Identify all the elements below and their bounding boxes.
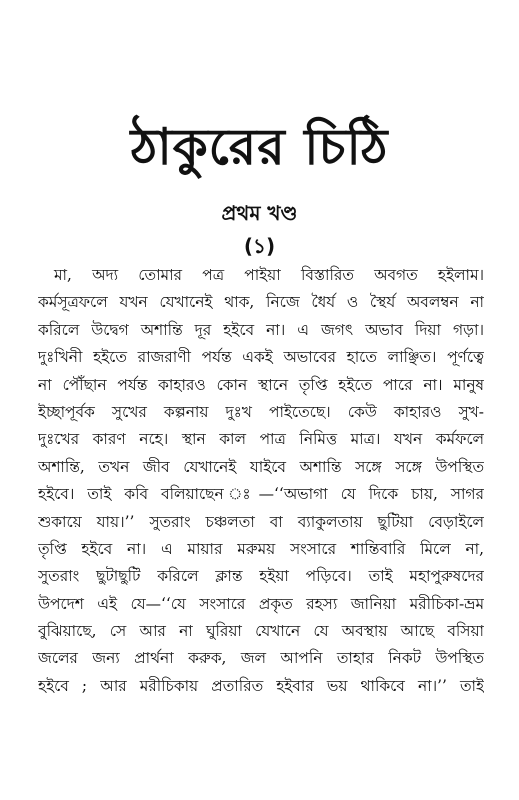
text-line: দুঃখিনী হইতে রাজরাণী পর্যন্ত একই অভাবের হাতে লাঞ্ছিত। পূর্ণত্বে bbox=[38, 348, 484, 367]
text-line: মা, অদ্য তোমার পত্র পাইয়া বিস্তারিত অবগত হইলাম। bbox=[54, 266, 484, 284]
text-line: তৃপ্তি হইবে না। এ মায়ার মরুময় সংসারে শান্তিবারি মিলে না, bbox=[38, 539, 484, 558]
section-number: (১) bbox=[243, 234, 276, 258]
text-line: বুঝিয়াছে, সে আর না ঘুরিয়া যেখানে যে অবস্থায় আছে বসিয়া bbox=[38, 622, 484, 641]
part-heading: প্রথম খণ্ড bbox=[221, 201, 298, 225]
page-title: ঠাকুরের চিঠি bbox=[130, 118, 389, 176]
text-line: জলের জন্য প্রার্থনা করুক, জল আপনি তাহার নিকট উপস্থিত bbox=[38, 649, 484, 668]
text-line: শুকায়ে যায়।’’ সুতরাং চঞ্চলতা বা ব্যাকুলতায় ছুটিয়া বেড়াইলে bbox=[38, 512, 484, 531]
text-line: হইবে ; আর মরীচিকায় প্রতারিত হইবার ভয় থাকিবে না।’’ তাই bbox=[38, 676, 484, 695]
text-line: কর্মসূত্রফলে যখন যেখানেই থাক, নিজে ধৈর্য ও স্থৈর্য অবলম্বন না bbox=[38, 293, 484, 312]
text-line: উপদেশ এই যে—‘‘যে সংসারে প্রকৃত রহস্য জানিয়া মরীচিকা-ভ্রম bbox=[38, 594, 484, 613]
text-line: না পৌঁছান পর্যন্ত কাহারও কোন স্থানে তৃপ্তি হইতে পারে না। মানুষ bbox=[38, 375, 484, 394]
text-line: হইবে। তাই কবি বলিয়াছেন ঃ—‘‘অভাগা যে দিকে চায়, সাগর bbox=[38, 485, 484, 504]
text-line: অশান্তি, তখন জীব যেখানেই যাইবে অশান্তি সঙ্গে সঙ্গে উপস্থিত bbox=[38, 457, 484, 476]
text-line: করিলে উদ্বেগ অশান্তি দূর হইবে না। এ জগৎ অভাব দিয়া গড়া। bbox=[38, 320, 484, 339]
text-line: ইচ্ছাপূর্বক সুখের কল্পনায় দুঃখ পাইতেছে। কেউ কাহারও সুখ- bbox=[38, 402, 484, 421]
letter-body bbox=[38, 262, 484, 700]
text-line: সুতরাং ছুটাছুটি করিলে ক্লান্ত হইয়া পড়িবে। তাই মহাপুরুষদের bbox=[38, 567, 484, 586]
text-line: দুঃখের কারণ নহে। স্থান কাল পাত্র নিমিত্ত মাত্র। যখন কর্মফলে bbox=[38, 430, 484, 449]
